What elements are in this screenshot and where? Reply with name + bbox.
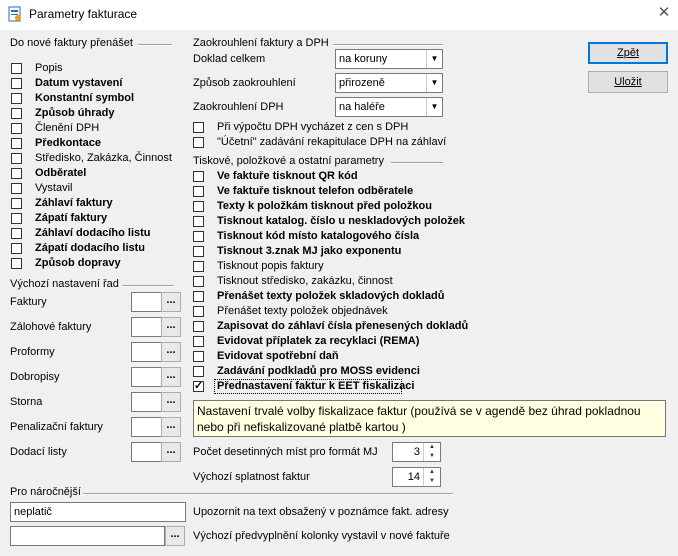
save-button-label: Uložit: [614, 76, 642, 88]
due-value: 14: [407, 471, 420, 483]
print-option-checkbox[interactable]: [193, 171, 204, 182]
print-option-label: Přenášet texty položek skladových dokladů: [217, 290, 445, 302]
series-input[interactable]: [131, 442, 161, 462]
transfer-checkbox[interactable]: [11, 123, 22, 134]
doc-total-value: na koruny: [339, 53, 388, 65]
series-browse-button[interactable]: ...: [161, 292, 181, 312]
transfer-checkbox-label: Záhlaví faktury: [35, 197, 113, 209]
series-group-title: Výchozí nastavení řad: [10, 278, 119, 290]
transfer-checkbox[interactable]: [11, 198, 22, 209]
transfer-checkbox[interactable]: [11, 63, 22, 74]
vat-rounding-value: na haléře: [339, 101, 385, 113]
transfer-checkbox-label: Způsob dopravy: [35, 257, 121, 269]
rounding-group-header: [193, 37, 443, 49]
spinner-arrows[interactable]: [423, 443, 440, 461]
print-group-title: Tiskové, položkové a ostatní parametry: [193, 155, 384, 167]
transfer-checkbox[interactable]: [11, 183, 22, 194]
transfer-checkbox[interactable]: [11, 168, 22, 179]
back-button[interactable]: [588, 42, 668, 64]
app-icon: [7, 6, 23, 22]
series-browse-button[interactable]: ...: [161, 342, 181, 362]
series-label: Dobropisy: [10, 371, 60, 383]
due-spinner[interactable]: [392, 467, 441, 487]
print-option-label: Tisknout kód místo katalogového čísla: [217, 230, 420, 242]
chevron-down-icon[interactable]: ▼: [426, 74, 442, 92]
transfer-checkbox[interactable]: [11, 78, 22, 89]
transfer-checkbox[interactable]: [11, 153, 22, 164]
arrow-up-icon[interactable]: ▲: [429, 469, 435, 475]
vat-from-gross-label: Při výpočtu DPH vycházet z cen s DPH: [217, 121, 409, 133]
transfer-checkbox[interactable]: [11, 228, 22, 239]
print-option-checkbox[interactable]: [193, 276, 204, 287]
transfer-checkbox[interactable]: [11, 108, 22, 119]
series-input[interactable]: [131, 367, 161, 387]
warn-text-label: Upozornit na text obsažený v poznámce fakt. adresy: [193, 506, 449, 518]
print-option-checkbox[interactable]: [193, 246, 204, 257]
series-label: Penalizační faktury: [10, 421, 103, 433]
print-option-label: Tisknout popis faktury: [217, 260, 324, 272]
series-label: Proformy: [10, 346, 55, 358]
transfer-group-title: Do nové faktury přenášet: [10, 37, 133, 49]
decimals-label: Počet desetinných míst pro formát MJ: [193, 446, 378, 458]
print-option-label: Přednastavení faktur k EET fiskalizaci: [217, 380, 415, 392]
print-option-checkbox[interactable]: [193, 261, 204, 272]
vat-rounding-label: Zaokrouhlení DPH: [193, 101, 284, 113]
transfer-checkbox-label: Způsob úhrady: [35, 107, 115, 119]
series-input[interactable]: [131, 417, 161, 437]
transfer-checkbox-label: Zápatí faktury: [35, 212, 108, 224]
series-browse-button[interactable]: ...: [161, 417, 181, 437]
print-option-label: Přenášet texty položek objednávek: [217, 305, 388, 317]
issued-by-label: Výchozí předvyplnění kolonky vystavil v nové faktuře: [193, 530, 450, 542]
transfer-checkbox[interactable]: [11, 138, 22, 149]
advanced-group-title: Pro náročnější: [10, 486, 81, 498]
print-option-checkbox[interactable]: [193, 201, 204, 212]
print-option-label: Tisknout středisko, zakázku, činnost: [217, 275, 393, 287]
vat-recap-checkbox[interactable]: [193, 137, 204, 148]
rounding-method-label: Způsob zaokrouhlení: [193, 77, 296, 89]
due-label: Výchozí splatnost faktur: [193, 471, 310, 483]
transfer-checkbox[interactable]: [11, 93, 22, 104]
arrow-down-icon[interactable]: ▼: [429, 453, 435, 459]
print-option-label: Zapisovat do záhlaví čísla přenesených dokladů: [217, 320, 469, 332]
window-title: Parametry fakturace: [29, 7, 138, 21]
focus-rectangle: [214, 379, 402, 394]
print-option-label: Zadávání podkladů pro MOSS evidenci: [217, 365, 420, 377]
doc-total-label: Doklad celkem: [193, 53, 266, 65]
print-option-checkbox[interactable]: [193, 291, 204, 302]
print-option-checkbox[interactable]: [193, 216, 204, 227]
arrow-down-icon[interactable]: ▼: [429, 478, 435, 484]
print-option-checkbox[interactable]: [193, 336, 204, 347]
transfer-checkbox-label: Předkontace: [35, 137, 102, 149]
doc-total-select[interactable]: [335, 49, 443, 69]
series-input[interactable]: [131, 392, 161, 412]
print-option-checkbox[interactable]: [193, 351, 204, 362]
print-option-label: Evidovat příplatek za recyklaci (REMA): [217, 335, 420, 347]
vat-rounding-select[interactable]: [335, 97, 443, 117]
chevron-down-icon[interactable]: ▼: [426, 98, 442, 116]
print-option-checkbox[interactable]: [193, 186, 204, 197]
transfer-checkbox-label: Zápatí dodacího listu: [35, 242, 146, 254]
print-option-checkbox[interactable]: [193, 381, 204, 392]
save-button[interactable]: [588, 71, 668, 93]
transfer-checkbox-label: Členění DPH: [35, 122, 100, 134]
warn-text-value: neplatič: [14, 506, 52, 518]
advanced-group-header: [10, 486, 443, 498]
back-button-label: Zpět: [616, 47, 639, 59]
vat-recap-label: "Účetní" zadávání rekapitulace DPH na záhlaví: [217, 136, 447, 148]
transfer-checkbox[interactable]: [11, 213, 22, 224]
print-option-label: Texty k položkám tisknout před položkou: [217, 200, 432, 212]
transfer-checkbox-label: Záhlaví dodacího listu: [35, 227, 151, 239]
transfer-checkbox[interactable]: [11, 243, 22, 254]
tooltip: Nastavení trvalé volby fiskalizace faktur (používá se v agendě bez úhrad pokladnou nebo při nefiskalizované platbě kartou ): [193, 400, 666, 437]
rounding-method-select[interactable]: [335, 73, 443, 93]
transfer-checkbox-label: Datum vystavení: [35, 77, 123, 89]
series-browse-button[interactable]: ...: [161, 367, 181, 387]
arrow-up-icon[interactable]: ▲: [429, 444, 435, 450]
series-group-header: [10, 278, 182, 290]
series-input[interactable]: [131, 292, 161, 312]
series-browse-button[interactable]: ...: [161, 442, 181, 462]
decimals-value: 3: [413, 446, 420, 458]
print-option-checkbox[interactable]: [193, 321, 204, 332]
series-browse-button[interactable]: ...: [161, 317, 181, 337]
series-label: Faktury: [10, 296, 47, 308]
print-option-checkbox[interactable]: [193, 231, 204, 242]
transfer-checkbox-label: Popis: [35, 62, 63, 74]
series-label: Storna: [10, 396, 43, 408]
decimals-spinner[interactable]: [392, 442, 441, 462]
issued-by-browse-button[interactable]: ...: [165, 526, 185, 546]
print-group-header: [193, 155, 443, 167]
print-option-checkbox[interactable]: [193, 366, 204, 377]
transfer-checkbox-label: Konstantní symbol: [35, 92, 135, 104]
transfer-checkbox-label: Vystavil: [35, 182, 73, 194]
series-browse-button[interactable]: ...: [161, 392, 181, 412]
vat-from-gross-checkbox[interactable]: [193, 122, 204, 133]
print-option-checkbox[interactable]: [193, 306, 204, 317]
print-option-label: Tisknout katalog. číslo u neskladových položek: [217, 215, 465, 227]
issued-by-input[interactable]: [10, 526, 165, 546]
transfer-group-header: [10, 37, 182, 49]
warn-text-input[interactable]: [10, 502, 186, 522]
rounding-method-value: přirozeně: [339, 77, 385, 89]
spinner-arrows[interactable]: [423, 468, 440, 486]
print-option-label: Ve faktuře tisknout QR kód: [217, 170, 358, 182]
transfer-checkbox-label: Středisko, Zakázka, Činnost: [35, 152, 172, 164]
rounding-group-title: Zaokrouhlení faktury a DPH: [193, 37, 329, 49]
print-option-label: Ve faktuře tisknout telefon odběratele: [217, 185, 414, 197]
series-input[interactable]: [131, 342, 161, 362]
series-input[interactable]: [131, 317, 161, 337]
transfer-checkbox[interactable]: [11, 258, 22, 269]
transfer-checkbox-label: Odběratel: [35, 167, 87, 179]
print-option-label: Tisknout 3.znak MJ jako exponentu: [217, 245, 402, 257]
chevron-down-icon[interactable]: ▼: [426, 50, 442, 68]
series-label: Zálohové faktury: [10, 321, 92, 333]
print-option-label: Evidovat spotřební daň: [217, 350, 339, 362]
close-icon[interactable]: ✕: [657, 4, 671, 21]
series-label: Dodací listy: [10, 446, 67, 458]
